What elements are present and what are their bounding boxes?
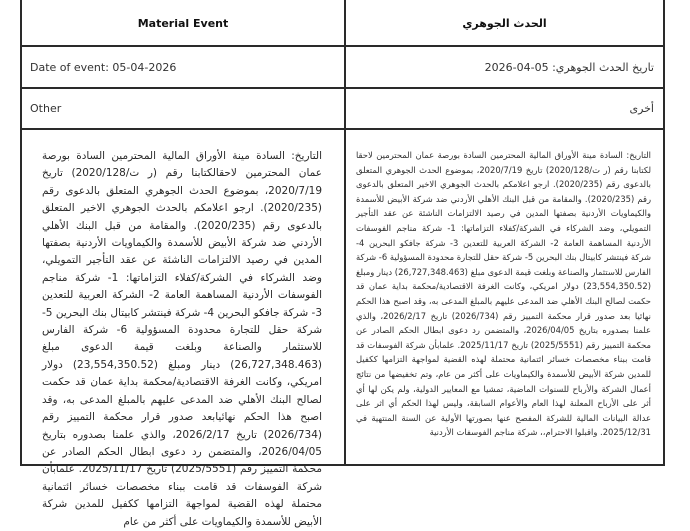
material-event-table [20, 0, 665, 528]
english-event-body: التاريخ: السادة مينة الأوراق المالية المحترمين السادة بورصة عمان المحترمين لاحقالكتابنا رقم (ر ت/2020/128) تاريخ 2020/7/19، بموضوع الحدث الجوهري المتعلق بالدعوى رقم (2020/235). ارجو اعلامكم بالحدث الجوهري الاخير المتعلق بالدعوى رقم (2020/235). والمقامة من قبل البنك الأهلي الأردني ضد شركة الأبيض للأسمدة والكيماويات الأردنية بصفتها المدين في رصيد الالتزامات الناشئة عن عقد التأجير التمويلي، وضد الشركاء في الشركة/كفلاء التزاماتها: 1- شركة مناجم الفوسفات الأردنية المساهمة العامة 2- الشركة العربية للتعدين 3- شركة جافكو البحرين 4- شركة فينتشر كابيتال بنك البحرين 5- شركة حقل للتجارة محدودة المسؤولية 6- شركة الفارس للاستثمار والصناعة وبلغت قيمة الدعوى مبلغ (26,727,348.463) دينار ومبلغ (23,554,350.52) دولار امريكي، وكانت الغرفة الاقتصادية/محكمة بداية عمان قد حكمت لصالح البنك الأهلي ضد المدعى عليهم بالمبلغ المدعى به، وقد اصبح هذا الحكم نهائيابعد صدور قرار محكمة التمييز رقم (2026/734) تاريخ 2026/2/17، والذي علمنا بصدوره بتاريخ 2026/04/05، والمتضمن رد دعوى ابطال الحكم الصادر عن محكمة التمييز رقم (2025/5551) تاريخ 2025/11/17. علمابأن شركة الفوسفات قد قامت ببناء مخصصات خسائر ائتمانية محتملة لهذه القضية لمواجهة التزامها ككفيل للمدين شركة الأبيض للأسمدة والكيماويات على أكثر من عام [42, 150, 323, 528]
arabic-date-of-event: تاريخ الحدث الجوهري: 05-04-2026 [484, 60, 654, 74]
english-header: Material Event [137, 17, 229, 30]
row-divider [22, 128, 663, 130]
english-event-type: Other [30, 102, 62, 115]
english-date-of-event: Date of event: 05-04-2026 [30, 60, 177, 74]
arabic-event-body: التاريخ: السادة مينة الأوراق المالية المحترمين السادة بورصة عمان المحترمين لاحقا لكتابنا رقم (ر ت/2020/128) تاريخ 2020/7/19، بموضوع الحدث الجوهري المتعلق بالدعوى رقم (2020/235). ارجو اعلامكم بالحدث الجوهري الاخير المتعلق بالدعوى رقم (2020/235). والمقامة من قبل البنك الأهلي الأردني ضد شركة الأبيض للأسمدة والكيماويات الأردنية بصفتها المدين في رصيد الالتزامات الناشئة عن عقد التأجير التمويلي، وضد الشركاء في الشركة/كفلاء التزاماتها: 1- شركة مناجم الفوسفات الأردنية المساهمة العامة 2- الشركة العربية للتعدين 3- شركة جافكو البحرين 4- شركة فينتشر كابيتال بنك البحرين 5- شركة حقل للتجارة محدودة المسؤولية 6- شركة الفارس للاستثمار والصناعة وبلغت قيمة الدعوى مبلغ (26,727,348.463) دينار ومبلغ (23,554,350.52) دولار امريكي، وكانت الغرفة الاقتصادية/محكمة بداية عمان قد حكمت لصالح البنك الأهلي ضد المدعى عليهم بالمبلغ المدعى به، وقد اصبح هذا الحكم نهائيا بعد صدور قرار محكمة التمييز رقم (2026/734) تاريخ 2026/2/17، والذي علمنا بصدوره بتاريخ 2026/04/05، والمتضمن رد دعوى ابطال الحكم الصادر عن محكمة التمييز رقم (2025/5551) تاريخ 2025/11/17. علمابأن شركة الفوسفات قد قامت ببناء مخصصات خسائر ائتمانية محتملة لهذه القضية لمواجهة التزامها ككفيل للمدين شركة الأبيض للأسمدة والكيماويات على أكثر من عام، وتم تخفيضها من نتائج أعمال الشركة والأرباح للسنوات الماضية، تمشيا مع المعايير الدولية، ولم يكن لها أي أثر على الأرباح المعلنة لهذا العام والأعوام السابقة، وليس لهذا الحكم أي اثر على عدالة البيانات المالية للشركة المفصح عنها بصورتها الأولية عن السنة المنتهية في 2025/12/31. واقبلوا الاحترام،، شركة مناجم الفوسفات الأردنية [355, 150, 652, 438]
arabic-header: الحدث الجوهري [462, 17, 547, 30]
arabic-event-type: أخرى [629, 102, 654, 115]
